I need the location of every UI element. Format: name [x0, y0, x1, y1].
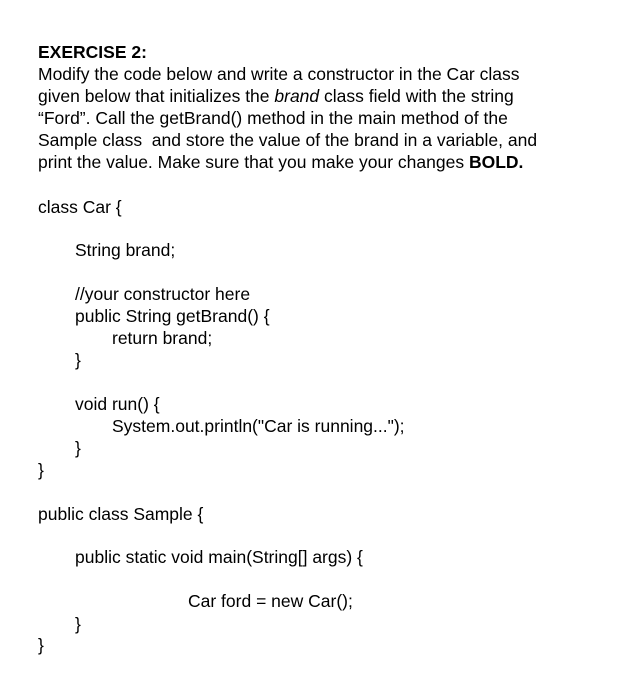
code-run-signature: void run() {	[75, 394, 160, 414]
code-main-body: Car ford = new Car();	[188, 591, 353, 611]
code-getbrand-signature: public String getBrand() {	[75, 306, 270, 326]
instruction-bold-word: BOLD.	[468, 152, 524, 172]
code-sample-class-open: public class Sample {	[38, 504, 204, 524]
instruction-line-2-start: given below that initializes the	[38, 86, 275, 106]
code-getbrand-close: }	[75, 350, 81, 370]
instruction-line-5	[38, 151, 523, 173]
code-car-class-open: class Car {	[38, 197, 122, 217]
code-car-class-close: }	[38, 460, 44, 480]
code-constructor-comment: //your constructor here	[75, 284, 251, 304]
instruction-brand-italic: brand	[274, 86, 320, 106]
instruction-line-2-end: class field with the string	[319, 86, 514, 106]
instruction-line-5-start: print the value. Make sure that you make your changes	[38, 152, 469, 172]
code-run-close: }	[75, 438, 81, 458]
instruction-line-1: Modify the code below and write a constructor in the Car class	[38, 64, 520, 84]
code-getbrand-return: return brand;	[112, 328, 213, 348]
code-sample-class-close: }	[38, 635, 44, 655]
code-field-declaration: String brand;	[75, 240, 176, 260]
code-main-close: }	[75, 614, 81, 634]
code-main-signature: public static void main(String[] args) {	[75, 547, 363, 567]
instruction-line-4: Sample class and store the value of the brand in a variable, and	[38, 130, 538, 150]
code-run-body: System.out.println("Car is running...");	[112, 416, 405, 436]
instruction-line-2	[38, 85, 514, 107]
instruction-line-3: “Ford”. Call the getBrand() method in the main method of the	[38, 108, 508, 128]
exercise-title: EXERCISE 2:	[38, 42, 147, 62]
